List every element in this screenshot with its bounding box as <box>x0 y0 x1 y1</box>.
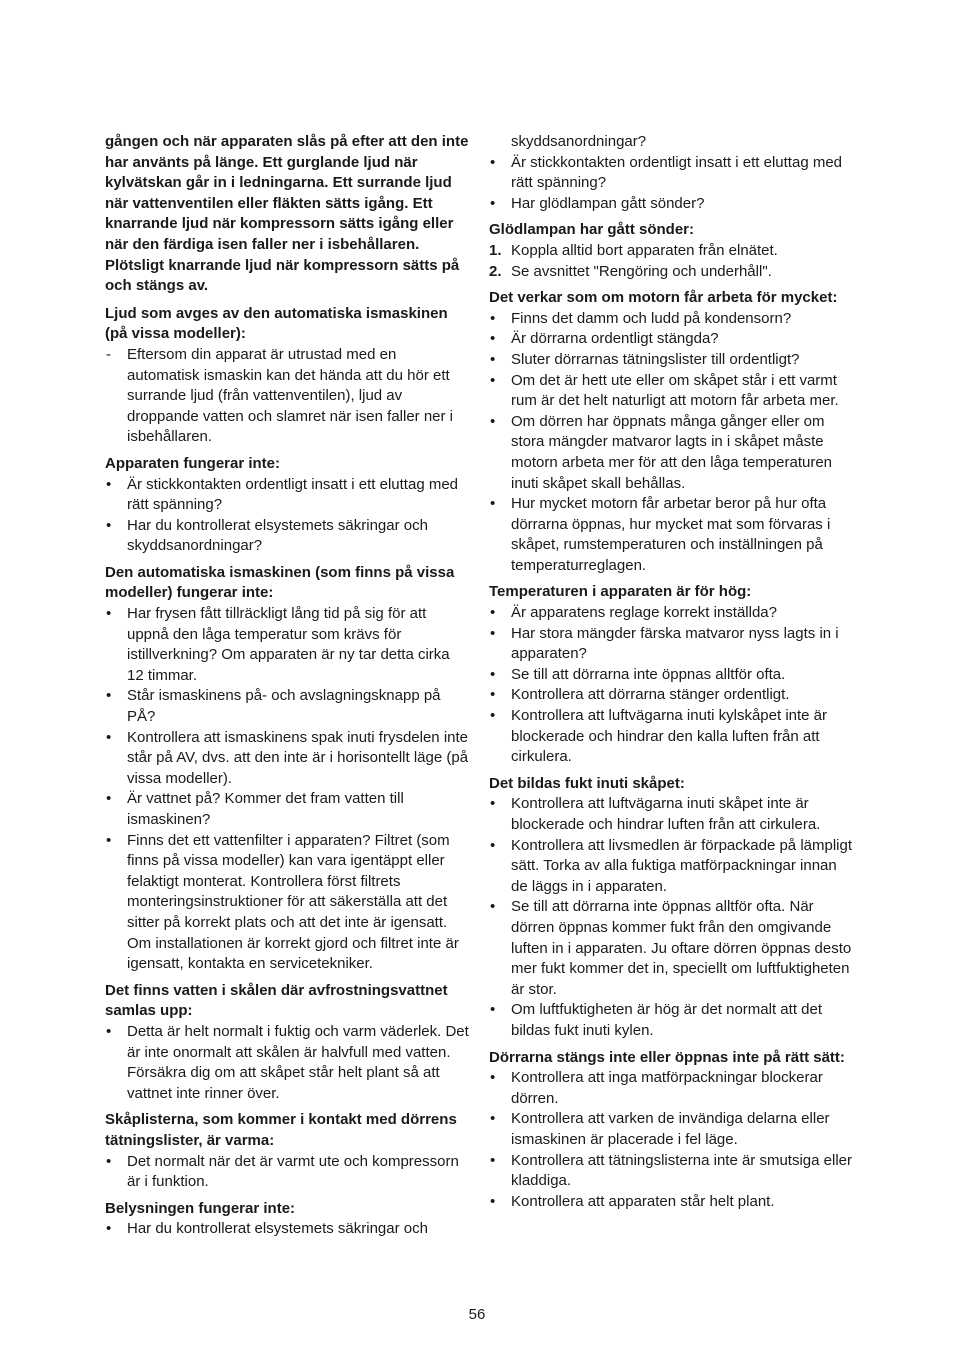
bullet-marker: • <box>490 1151 496 1169</box>
section-appliance-not-working <box>105 454 470 557</box>
section-icemaker-not-working <box>105 563 470 975</box>
list-item: • Om det är hett ute eller om skåpet står i ett varmt rum är det helt naturligt att motorn får arbeta mer. <box>490 371 839 410</box>
list-item: • Sluter dörrarnas tätningslister till ordentligt? <box>489 350 854 371</box>
number-marker: 2. <box>489 262 502 280</box>
bullet-marker: • <box>490 350 496 368</box>
item-list <box>105 604 470 934</box>
list-item: • Är stickkontakten ordentligt insatt i ett eluttag med rätt spänning? <box>106 475 459 514</box>
section-temperature-too-high <box>489 582 854 767</box>
list-item: • Har glödlampan gått sönder? <box>489 194 854 215</box>
section-heading: Glödlampan har gått sönder: <box>489 221 695 239</box>
list-item: • Kontrollera att tätningslisterna inte är smutsiga eller kladdiga. <box>490 1151 853 1190</box>
list-item: • Kontrollera att luftvägarna inuti skåpet inte är blockerade och hindrar luften från att cirkulera. <box>490 795 821 833</box>
list-item: • Kontrollera att apparaten står helt plant. <box>489 1192 854 1213</box>
list-item: • Finns det ett vattenfilter i apparaten? Filtret (som finns på vissa modeller) kan vara igentäppt eller felaktigt monterat. Kontrollera först filtrets monteringsinstruktioner för att säkerställa att det sitter på korrekt plats och att det inte är igensatt. <box>106 831 450 931</box>
bullet-marker: • <box>106 605 112 623</box>
item-list <box>105 475 470 557</box>
item-list <box>489 132 854 214</box>
bullet-marker: • <box>490 412 496 430</box>
bullet-marker: • <box>490 309 496 327</box>
bullet-marker: • <box>106 475 112 493</box>
bullet-marker: • <box>490 371 496 389</box>
list-item: • Kontrollera att inga matförpackningar blockerar dörren. <box>490 1069 823 1107</box>
section-icemaker-sounds <box>105 304 470 448</box>
item-list <box>105 345 470 448</box>
numbered-list <box>489 241 854 282</box>
list-item: 1. Koppla alltid bort apparaten från elnätet. <box>489 241 854 262</box>
bullet-marker: • <box>490 836 496 854</box>
list-item: • Kontrollera att livsmedlen är förpackade på lämpligt sätt. Torka av alla fuktiga matförpackningar innan de läggs in i apparaten. <box>490 836 853 895</box>
section-heading: Skåplisterna, som kommer i kontakt med dörrens tätningslister, är varma: <box>105 1111 457 1149</box>
list-item: • Är apparatens reglage korrekt inställda? <box>489 603 854 624</box>
bullet-marker: • <box>490 1001 496 1019</box>
list-item: • Har stora mängder färska matvaror nyss lagts in i apparaten? <box>490 624 839 663</box>
list-item: - Eftersom din apparat är utrustad med en automatisk ismaskin kan det hända att du hör ett surrande ljud (från vattenventilen), ljud av droppande vatten och slamret när isen faller ner i isbehållaren. <box>106 345 454 446</box>
item-list <box>489 603 854 768</box>
bullet-marker: • <box>490 330 496 348</box>
item-list <box>489 1068 854 1212</box>
bullet-marker: • <box>106 1220 112 1238</box>
item-list <box>105 1219 470 1240</box>
list-item: • Står ismaskinens på- och avslagningsknapp på PÅ? <box>106 687 441 726</box>
section-heading: Den automatiska ismaskinen (som finns på vissa modeller) fungerar inte: <box>105 563 455 602</box>
bullet-marker: • <box>490 1192 496 1210</box>
bullet-marker: • <box>490 194 496 212</box>
bullet-marker: • <box>490 1069 496 1087</box>
item-list <box>105 1022 470 1104</box>
list-item: skyddsanordningar? <box>511 133 647 150</box>
number-marker: 1. <box>489 241 502 259</box>
list-item: • Är dörrarna ordentligt stängda? <box>489 329 854 350</box>
section-heading: Temperaturen i apparaten är för hög: <box>489 583 752 601</box>
section-motor-overworked <box>489 288 854 576</box>
section-moisture-inside <box>489 774 854 1042</box>
bullet-marker: • <box>490 686 496 704</box>
section-water-in-tray <box>105 981 470 1105</box>
item-list <box>489 309 854 577</box>
section-heading: Ljud som avges av den automatiska ismaskinen (på vissa modeller): <box>105 304 448 343</box>
list-item: • Hur mycket motorn får arbetar beror på hur ofta dörrarna öppnas, hur mycket mat som förvaras i skåpet, rumstemperaturen och inställningen på temperaturreglagen. <box>490 495 831 574</box>
bullet-marker: • <box>490 1110 496 1128</box>
section-heading: Apparaten fungerar inte: <box>105 454 281 472</box>
bullet-marker: • <box>490 153 496 171</box>
list-item: • Har frysen fått tillräckligt lång tid på sig för att uppnå den låga temperatur som krävs för istillverkning? Om apparaten är ny tar detta cirka 12 timmar. <box>106 605 450 684</box>
section-heading: Det finns vatten i skålen där avfrostningsvattnet samlas upp: <box>105 981 448 1020</box>
list-item: • Kontrollera att luftvägarna inuti kylskåpet inte är blockerade och hindrar den kalla luften från att cirkulera. <box>490 707 828 766</box>
list-item: • Är vattnet på? Kommer det fram vatten till ismaskinen? <box>106 790 404 828</box>
bullet-marker: • <box>490 795 496 813</box>
bullet-marker: • <box>106 1152 112 1170</box>
right-column <box>489 132 854 1218</box>
section-heading: Dörrarna stängs inte eller öppnas inte på rätt sätt: <box>489 1048 845 1066</box>
list-item: 2. Se avsnittet "Rengöring och underhåll". <box>489 262 854 283</box>
list-item: • Är stickkontakten ordentligt insatt i ett eluttag med rätt spänning? <box>490 153 843 192</box>
list-item: • Om dörren har öppnats många gånger eller om stora mängder matvaror lagts in i skåpet måste motorn arbeta mer för att den låga temperaturen inuti skåpet skall behållas. <box>490 412 833 492</box>
section-heading: Det bildas fukt inuti skåpet: <box>489 774 685 792</box>
list-item: • Har du kontrollerat elsystemets säkringar och <box>105 1219 470 1240</box>
list-item: • Kontrollera att varken de invändiga delarna eller ismaskinen är placerade i fel läge. <box>490 1110 830 1148</box>
item-list <box>489 794 854 1041</box>
section-heading: Det verkar som om motorn får arbeta för mycket: <box>489 289 838 307</box>
section-light-not-working <box>105 1199 470 1240</box>
section-bulb-broken <box>489 220 854 282</box>
section-heading: Belysningen fungerar inte: <box>105 1199 296 1217</box>
list-item: • Om luftfuktigheten är hög är det normalt att det bildas fukt inuti kylen. <box>490 1001 823 1039</box>
bullet-marker: • <box>106 831 112 849</box>
list-item: • Finns det damm och ludd på kondensorn? <box>489 309 854 330</box>
section-doors-not-closing <box>489 1048 854 1213</box>
list-item: • Kontrollera att ismaskinens spak inuti frysdelen inte står på AV, dvs. att den inte är i horisontellt läge (på vissa modeller). <box>106 728 469 787</box>
intro-paragraph: gången och när apparaten slås på efter att den inte har använts på länge. Ett gurglande ljud när kylvätskan går in i ledningarna. Ett surrande ljud när vattenventilen eller fläkten sätts igång. Ett knarrande ljud när kompressorn sätts igång eller när den färdiga isen faller ner i isbehållaren. Plötsligt knarrande ljud när kompressorn sätts på och stängs av. <box>105 133 469 295</box>
dash-marker: - <box>106 345 111 363</box>
item-list <box>105 1152 470 1193</box>
list-item: • Detta är helt normalt i fuktig och varm väderlek. Det är inte onormalt att skålen är halvfull med vatten. Försäkra dig om att skåpet står helt plant så att vattnet inte rinner över. <box>106 1022 469 1102</box>
bullet-marker: • <box>490 898 496 916</box>
list-item: • Kontrollera att dörrarna stänger ordentligt. <box>489 685 854 706</box>
bullet-marker: • <box>106 1022 112 1040</box>
bullet-marker: • <box>106 728 112 746</box>
section-continuation <box>489 132 854 214</box>
list-item: • Det normalt när det är varmt ute och kompressorn är i funktion. <box>106 1152 459 1191</box>
bullet-marker: • <box>490 624 496 642</box>
bullet-marker: • <box>490 604 496 622</box>
bullet-marker: • <box>490 665 496 683</box>
left-column <box>105 132 470 1246</box>
page-number: 56 <box>468 1306 486 1323</box>
bullet-marker: • <box>490 495 496 513</box>
bullet-marker: • <box>106 790 112 808</box>
bullet-marker: • <box>490 707 496 725</box>
list-item: • Se till att dörrarna inte öppnas alltför ofta. <box>489 665 854 686</box>
list-item: • Se till att dörrarna inte öppnas alltför ofta. När dörren öppnas kommer fukt från den omgivande luften in i apparaten. Ju oftare dörren öppnas desto mer fukt kommer det in, speciellt om luftfuktigheten är stor. <box>490 898 852 998</box>
list-item: • Har du kontrollerat elsystemets säkringar och skyddsanordningar? <box>106 516 428 555</box>
follow-up-paragraph: Om installationen är korrekt gjord och filtret inte är igensatt, kontakta en servicetekniker. <box>127 934 459 973</box>
section-warm-cabinet-edges <box>105 1110 470 1192</box>
bullet-marker: • <box>106 516 112 534</box>
bullet-marker: • <box>106 687 112 705</box>
